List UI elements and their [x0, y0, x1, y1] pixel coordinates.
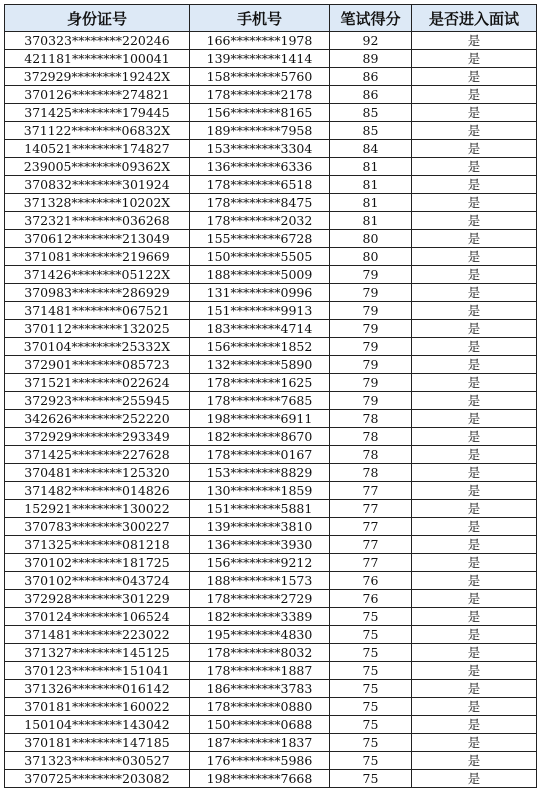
id-card-cell: 371425********179445	[5, 104, 190, 122]
score-cell: 79	[330, 374, 412, 392]
table-row	[5, 428, 537, 446]
phone-cell: 130********1859	[190, 482, 330, 500]
score-cell: 79	[330, 392, 412, 410]
id-card-cell: 371326********016142	[5, 680, 190, 698]
table-row	[5, 554, 537, 572]
interview-status-cell: 是	[412, 122, 537, 140]
interview-status-cell: 是	[412, 680, 537, 698]
phone-cell: 136********3930	[190, 536, 330, 554]
id-card-cell: 342626********252220	[5, 410, 190, 428]
id-card-cell: 421181********100041	[5, 50, 190, 68]
score-cell: 75	[330, 716, 412, 734]
phone-cell: 132********5890	[190, 356, 330, 374]
id-card-cell: 371481********223022	[5, 626, 190, 644]
header-row	[5, 5, 537, 32]
phone-cell: 176********5986	[190, 752, 330, 770]
phone-cell: 178********0167	[190, 446, 330, 464]
phone-cell: 178********1887	[190, 662, 330, 680]
score-cell: 76	[330, 590, 412, 608]
phone-cell: 151********9913	[190, 302, 330, 320]
table-row	[5, 500, 537, 518]
score-cell: 78	[330, 428, 412, 446]
interview-status-cell: 是	[412, 32, 537, 50]
table-row	[5, 518, 537, 536]
score-cell: 78	[330, 446, 412, 464]
score-cell: 77	[330, 536, 412, 554]
id-card-cell: 372321********036268	[5, 212, 190, 230]
score-cell: 89	[330, 50, 412, 68]
table-row	[5, 194, 537, 212]
score-cell: 77	[330, 500, 412, 518]
table-row	[5, 50, 537, 68]
interview-status-cell: 是	[412, 752, 537, 770]
phone-cell: 139********1414	[190, 50, 330, 68]
table-row	[5, 698, 537, 716]
score-cell: 79	[330, 284, 412, 302]
interview-status-cell: 是	[412, 176, 537, 194]
score-cell: 84	[330, 140, 412, 158]
phone-cell: 153********3304	[190, 140, 330, 158]
id-card-cell: 371482********014826	[5, 482, 190, 500]
table-row	[5, 626, 537, 644]
interview-status-cell: 是	[412, 716, 537, 734]
phone-cell: 131********0996	[190, 284, 330, 302]
table-row	[5, 212, 537, 230]
id-card-cell: 370181********147185	[5, 734, 190, 752]
interview-status-cell: 是	[412, 428, 537, 446]
score-cell: 85	[330, 104, 412, 122]
table-row	[5, 248, 537, 266]
phone-cell: 189********7958	[190, 122, 330, 140]
table-row	[5, 680, 537, 698]
phone-cell: 156********8165	[190, 104, 330, 122]
id-card-cell: 370102********181725	[5, 554, 190, 572]
interview-status-cell: 是	[412, 554, 537, 572]
table-row	[5, 302, 537, 320]
table-body	[5, 32, 537, 788]
table-row	[5, 284, 537, 302]
id-card-cell: 370783********300227	[5, 518, 190, 536]
id-card-cell: 370983********286929	[5, 284, 190, 302]
score-cell: 86	[330, 68, 412, 86]
score-cell: 80	[330, 248, 412, 266]
score-cell: 77	[330, 482, 412, 500]
score-cell: 77	[330, 518, 412, 536]
phone-cell: 178********1625	[190, 374, 330, 392]
interview-status-cell: 是	[412, 194, 537, 212]
id-card-cell: 372923********255945	[5, 392, 190, 410]
phone-cell: 178********6518	[190, 176, 330, 194]
table-row	[5, 392, 537, 410]
phone-cell: 178********7685	[190, 392, 330, 410]
phone-cell: 182********8670	[190, 428, 330, 446]
phone-cell: 158********5760	[190, 68, 330, 86]
phone-cell: 153********8829	[190, 464, 330, 482]
interview-status-cell: 是	[412, 608, 537, 626]
id-card-cell: 140521********174827	[5, 140, 190, 158]
interview-status-cell: 是	[412, 770, 537, 788]
interview-status-cell: 是	[412, 464, 537, 482]
interview-status-cell: 是	[412, 248, 537, 266]
score-cell: 79	[330, 266, 412, 284]
phone-cell: 178********2178	[190, 86, 330, 104]
table-row	[5, 464, 537, 482]
table-row	[5, 446, 537, 464]
phone-cell: 195********4830	[190, 626, 330, 644]
interview-status-cell: 是	[412, 284, 537, 302]
score-cell: 75	[330, 626, 412, 644]
interview-status-cell: 是	[412, 230, 537, 248]
score-cell: 75	[330, 662, 412, 680]
id-card-cell: 370725********203082	[5, 770, 190, 788]
score-cell: 80	[330, 230, 412, 248]
interview-status-cell: 是	[412, 338, 537, 356]
id-card-cell: 371425********227628	[5, 446, 190, 464]
interview-status-cell: 是	[412, 590, 537, 608]
interview-results-table	[4, 4, 537, 788]
table-row	[5, 608, 537, 626]
score-cell: 78	[330, 464, 412, 482]
interview-status-cell: 是	[412, 158, 537, 176]
table-row	[5, 374, 537, 392]
phone-cell: 187********1837	[190, 734, 330, 752]
score-cell: 75	[330, 680, 412, 698]
id-card-cell: 371122********06832X	[5, 122, 190, 140]
table-row	[5, 356, 537, 374]
interview-status-cell: 是	[412, 698, 537, 716]
score-cell: 75	[330, 644, 412, 662]
id-card-cell: 150104********143042	[5, 716, 190, 734]
id-card-cell: 370612********213049	[5, 230, 190, 248]
interview-status-cell: 是	[412, 536, 537, 554]
id-card-cell: 370481********125320	[5, 464, 190, 482]
score-cell: 79	[330, 356, 412, 374]
id-card-cell: 371327********145125	[5, 644, 190, 662]
phone-cell: 139********3810	[190, 518, 330, 536]
phone-cell: 188********1573	[190, 572, 330, 590]
table-row	[5, 122, 537, 140]
id-card-cell: 370181********160022	[5, 698, 190, 716]
score-cell: 81	[330, 176, 412, 194]
id-card-cell: 370124********106524	[5, 608, 190, 626]
table-row	[5, 32, 537, 50]
table-row	[5, 644, 537, 662]
score-cell: 75	[330, 608, 412, 626]
phone-cell: 178********0880	[190, 698, 330, 716]
id-card-cell: 371521********022624	[5, 374, 190, 392]
id-card-cell: 371325********081218	[5, 536, 190, 554]
interview-status-cell: 是	[412, 644, 537, 662]
score-cell: 81	[330, 158, 412, 176]
score-cell: 81	[330, 212, 412, 230]
id-card-cell: 372929********293349	[5, 428, 190, 446]
table-row	[5, 158, 537, 176]
score-cell: 75	[330, 698, 412, 716]
results-sheet	[4, 4, 536, 788]
score-cell: 85	[330, 122, 412, 140]
score-cell: 75	[330, 752, 412, 770]
header-score: 笔试得分	[330, 5, 412, 32]
interview-status-cell: 是	[412, 500, 537, 518]
id-card-cell: 371426********05122X	[5, 266, 190, 284]
interview-status-cell: 是	[412, 572, 537, 590]
table-row	[5, 590, 537, 608]
table-row	[5, 140, 537, 158]
interview-status-cell: 是	[412, 446, 537, 464]
table-row	[5, 752, 537, 770]
interview-status-cell: 是	[412, 68, 537, 86]
id-card-cell: 239005********09362X	[5, 158, 190, 176]
table-row	[5, 770, 537, 788]
phone-cell: 151********5881	[190, 500, 330, 518]
table-row	[5, 536, 537, 554]
score-cell: 79	[330, 338, 412, 356]
id-card-cell: 370832********301924	[5, 176, 190, 194]
table-row	[5, 230, 537, 248]
table-row	[5, 734, 537, 752]
table-row	[5, 716, 537, 734]
phone-cell: 198********6911	[190, 410, 330, 428]
id-card-cell: 370102********043724	[5, 572, 190, 590]
table-row	[5, 662, 537, 680]
id-card-cell: 371081********219669	[5, 248, 190, 266]
score-cell: 75	[330, 770, 412, 788]
score-cell: 92	[330, 32, 412, 50]
score-cell: 76	[330, 572, 412, 590]
interview-status-cell: 是	[412, 266, 537, 284]
interview-status-cell: 是	[412, 482, 537, 500]
interview-status-cell: 是	[412, 356, 537, 374]
interview-status-cell: 是	[412, 140, 537, 158]
phone-cell: 178********2032	[190, 212, 330, 230]
table-row	[5, 176, 537, 194]
interview-status-cell: 是	[412, 302, 537, 320]
header-interview: 是否进入面试	[412, 5, 537, 32]
score-cell: 81	[330, 194, 412, 212]
score-cell: 78	[330, 410, 412, 428]
phone-cell: 155********6728	[190, 230, 330, 248]
interview-status-cell: 是	[412, 86, 537, 104]
table-row	[5, 320, 537, 338]
id-card-cell: 370123********151041	[5, 662, 190, 680]
id-card-cell: 370112********132025	[5, 320, 190, 338]
phone-cell: 178********2729	[190, 590, 330, 608]
phone-cell: 156********9212	[190, 554, 330, 572]
id-card-cell: 152921********130022	[5, 500, 190, 518]
interview-status-cell: 是	[412, 662, 537, 680]
phone-cell: 150********5505	[190, 248, 330, 266]
table-row	[5, 410, 537, 428]
id-card-cell: 372928********301229	[5, 590, 190, 608]
id-card-cell: 370126********274821	[5, 86, 190, 104]
table-row	[5, 86, 537, 104]
score-cell: 79	[330, 320, 412, 338]
interview-status-cell: 是	[412, 320, 537, 338]
id-card-cell: 371323********030527	[5, 752, 190, 770]
interview-status-cell: 是	[412, 50, 537, 68]
interview-status-cell: 是	[412, 374, 537, 392]
id-card-cell: 372901********085723	[5, 356, 190, 374]
phone-cell: 183********4714	[190, 320, 330, 338]
table-row	[5, 482, 537, 500]
phone-cell: 150********0688	[190, 716, 330, 734]
table-row	[5, 572, 537, 590]
interview-status-cell: 是	[412, 734, 537, 752]
table-row	[5, 68, 537, 86]
interview-status-cell: 是	[412, 392, 537, 410]
id-card-cell: 370104********25332X	[5, 338, 190, 356]
header-phone: 手机号	[190, 5, 330, 32]
phone-cell: 136********6336	[190, 158, 330, 176]
score-cell: 75	[330, 734, 412, 752]
id-card-cell: 372929********19242X	[5, 68, 190, 86]
header-id-card: 身份证号	[5, 5, 190, 32]
score-cell: 77	[330, 554, 412, 572]
table-row	[5, 266, 537, 284]
score-cell: 86	[330, 86, 412, 104]
phone-cell: 188********5009	[190, 266, 330, 284]
interview-status-cell: 是	[412, 410, 537, 428]
interview-status-cell: 是	[412, 626, 537, 644]
phone-cell: 186********3783	[190, 680, 330, 698]
table-row	[5, 104, 537, 122]
phone-cell: 166********1978	[190, 32, 330, 50]
interview-status-cell: 是	[412, 212, 537, 230]
score-cell: 79	[330, 302, 412, 320]
phone-cell: 178********8475	[190, 194, 330, 212]
interview-status-cell: 是	[412, 104, 537, 122]
id-card-cell: 370323********220246	[5, 32, 190, 50]
phone-cell: 178********8032	[190, 644, 330, 662]
id-card-cell: 371328********10202X	[5, 194, 190, 212]
table-row	[5, 338, 537, 356]
phone-cell: 156********1852	[190, 338, 330, 356]
id-card-cell: 371481********067521	[5, 302, 190, 320]
phone-cell: 198********7668	[190, 770, 330, 788]
interview-status-cell: 是	[412, 518, 537, 536]
phone-cell: 182********3389	[190, 608, 330, 626]
